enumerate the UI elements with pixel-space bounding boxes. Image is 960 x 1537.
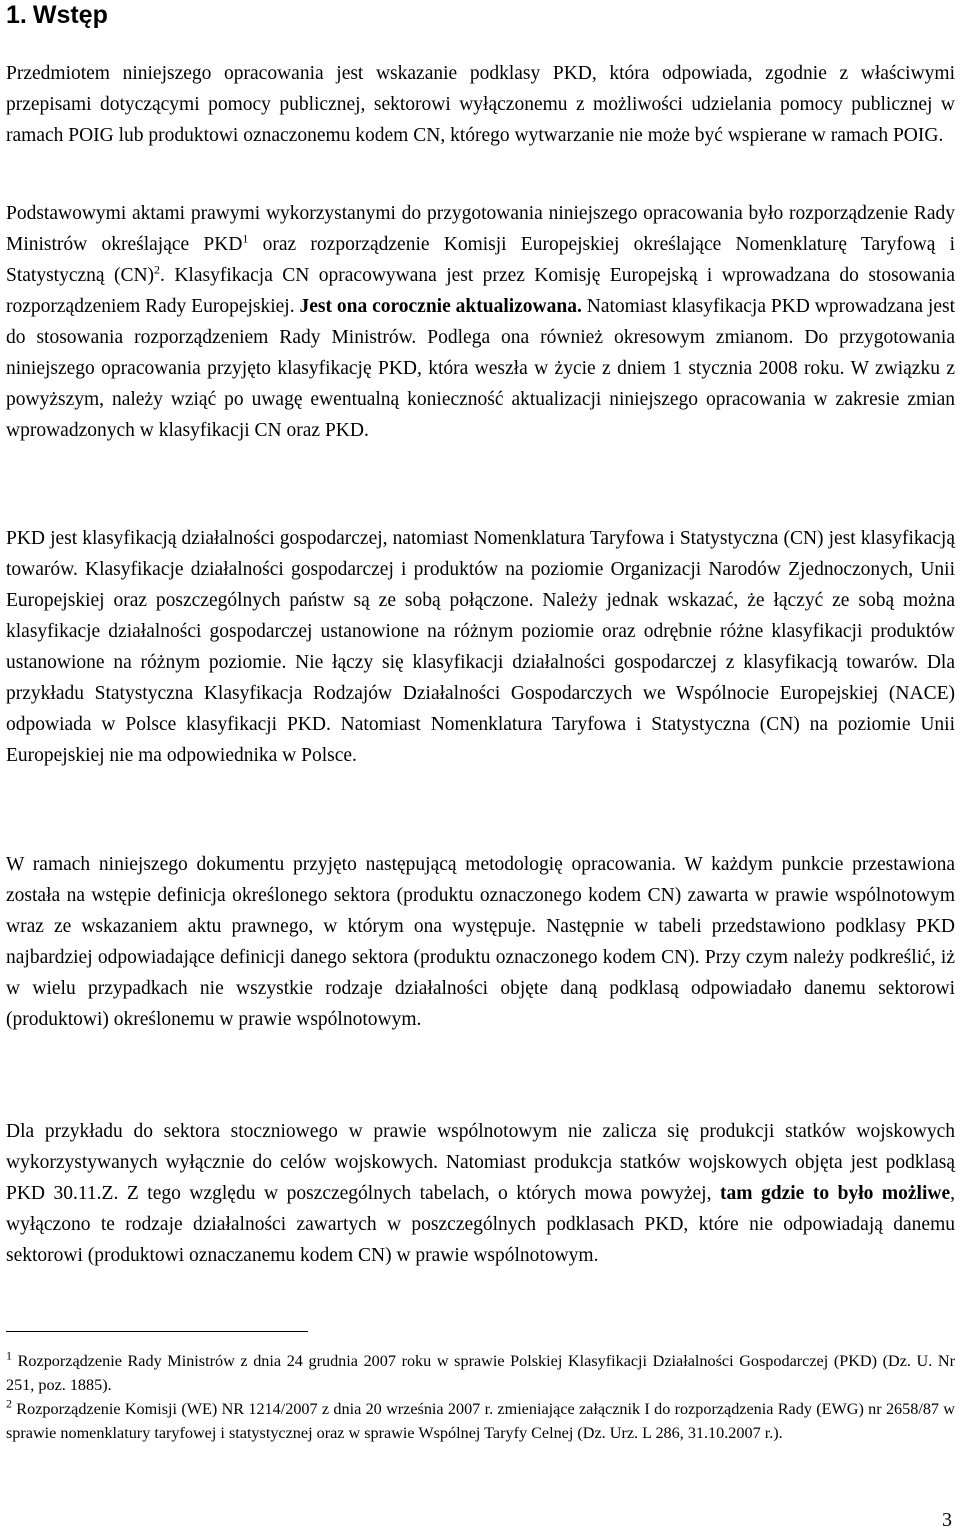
paragraph-text: Dla przykładu do sektora stoczniowego w prawie wspólnotowym nie zalicza się produkcji statków wojskowych wykorzystywanych wyłącznie do celów wojskowych. Natomiast produkcja statków wojskowych objęta jest podklasą PKD 30.11.Z. Z tego względu w poszczególnych tabelach, o których mowa powyżej, [6, 1121, 955, 1204]
footnote-text: Rozporządzenie Komisji (WE) NR 1214/2007 z dnia 20 września 2007 r. zmieniające załącznik I do rozporządzenia Rady (EWG) nr 2658/87 w sprawie nomenklatury taryfowej i statystycznej oraz w sprawie Wspólnej Taryfy Celnej (Dz. Urz. L 286, 31.10.2007 r.). [6, 1400, 955, 1442]
footnote-ref-2[interactable]: 2 [154, 262, 161, 277]
footnote-ref-1[interactable]: 1 [242, 231, 249, 246]
paragraph-text: oraz rozporządzenie Komisji Europejskiej określające Nomenklaturę Taryfową i Statystyczną (CN) [6, 234, 955, 286]
footnote-separator [6, 1331, 308, 1332]
section-title: Wstęp [32, 1, 108, 29]
paragraph-example [6, 1116, 955, 1271]
paragraph-bold-text: tam gdzie to było możliwe [720, 1183, 951, 1204]
footnote-2 [6, 1397, 955, 1445]
paragraph-text: . Klasyfikacja CN opracowywana jest przez Komisję Europejską i wprowadzana do stosowania rozporządzeniem Rady Europejskiej. [6, 265, 955, 317]
paragraph-text: , wyłączono te rodzaje działalności zawartych w poszczególnych podklasach PKD, które nie odpowiadają danemu sektorowi (produktowi oznaczanemu kodem CN) w prawie wspólnotowym. [6, 1183, 956, 1266]
paragraph-text: Podstawowymi aktami prawymi wykorzystanymi do przygotowania niniejszego opracowania było rozporządzenie Rady Ministrów określające PKD [6, 203, 955, 255]
footnote-1 [6, 1349, 955, 1397]
footnote-number: 2 [6, 1396, 12, 1411]
footnote-text: Rozporządzenie Rady Ministrów z dnia 24 grudnia 2007 roku w sprawie Polskiej Klasyfikacji Działalności Gospodarczej (PKD) (Dz. U. Nr 251, poz. 1885). [6, 1352, 955, 1394]
section-heading [6, 0, 108, 30]
paragraph-classifications: PKD jest klasyfikacją działalności gospodarczej, natomiast Nomenklatura Taryfowa i Statystyczna (CN) jest klasyfikacją towarów. Klasyfikacje działalności gospodarczej i produktów na poziomie Organizacji Narodów Zjednoczonych, Unii Europejskiej oraz poszczególnych państw są ze sobą połączone. Należy jednak wskazać, że łączyć ze sobą można klasyfikacje działalności gospodarczej ustanowione na różnym poziomie oraz odrębnie różne klasyfikacji produktów ustanowione na różnym poziomie. Nie łączy się klasyfikacji działalności gospodarczej z klasyfikacją towarów. Dla przykładu Statystyczna Klasyfikacja Rodzajów Działalności Gospodarczych we Wspólnocie Europejskiej (NACE) odpowiada w Polsce klasyfikacji PKD. Natomiast Nomenklatura Taryfowa i Statystyczna (CN) na poziomie Unii Europejskiej nie ma odpowiednika w Polsce. [6, 528, 955, 766]
paragraph-text: Natomiast klasyfikacja PKD wprowadzana jest do stosowania rozporządzeniem Rady Ministrów. Podlega ona również okresowym zmianom. Do przygotowania niniejszego opracowania przyjęto klasyfikację PKD, która weszła w życie z dniem 1 stycznia 2008 roku. W związku z powyższym, należy wziąć po uwagę ewentualną konieczność aktualizacji niniejszego opracowania w zakresie zmian wprowadzonych w klasyfikacji CN oraz PKD. [6, 296, 955, 441]
section-number: 1. [6, 1, 27, 29]
page-number: 3 [942, 1509, 952, 1531]
paragraph-intro: Przedmiotem niniejszego opracowania jest wskazanie podklasy PKD, która odpowiada, zgodnie z właściwymi przepisami dotyczącymi pomocy publicznej, sektorowi wyłączonemu z możliwości udzielania pomocy publicznej w ramach POIG lub produktowi oznaczonemu kodem CN, którego wytwarzanie nie może być wspierane w ramach POIG. [6, 63, 955, 146]
paragraph-bold-text: Jest ona corocznie aktualizowana. [299, 296, 582, 317]
paragraph-legal-acts [6, 198, 955, 446]
paragraph-methodology: W ramach niniejszego dokumentu przyjęto następującą metodologię opracowania. W każdym punkcie przestawiona została na wstępie definicja określonego sektora (produktu oznaczonego kodem CN) zawarta w prawie wspólnotowym wraz ze wskazaniem aktu prawnego, w którym ona występuje. Następnie w tabeli przedstawiono podklasy PKD najbardziej odpowiadające definicji danego sektora (produktu oznaczonego kodem CN). Przy czym należy podkreślić, iż w wielu przypadkach nie wszystkie rodzaje działalności objęte daną podklasą odpowiadało danemu sektorowi (produktowi) określonemu w prawie wspólnotowym. [6, 854, 955, 1030]
footnote-number: 1 [6, 1348, 12, 1363]
